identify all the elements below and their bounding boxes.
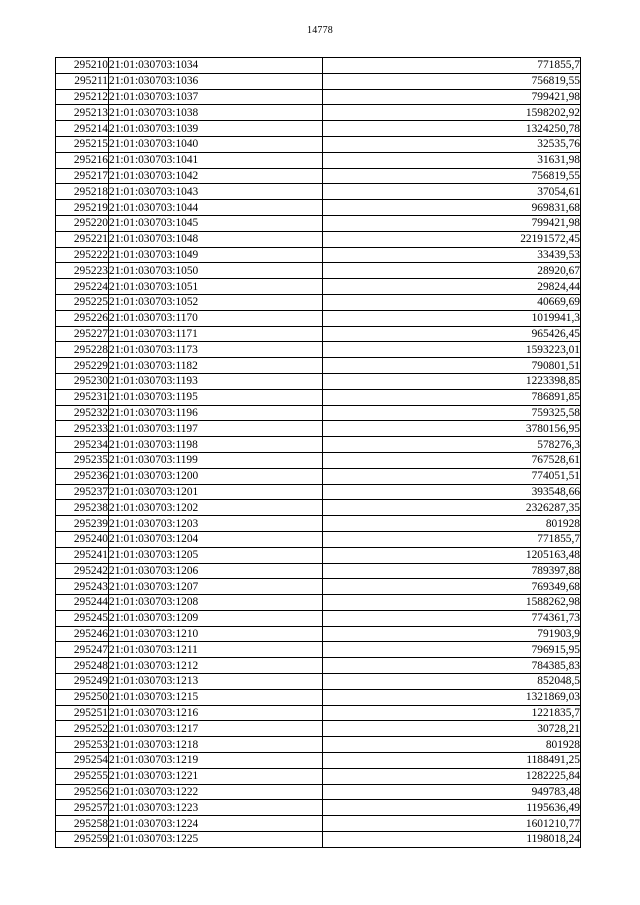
cadastral-value-cell: 32535,76 [323, 136, 581, 152]
row-number-cell: 295230 [56, 373, 109, 389]
table-row [56, 152, 581, 168]
cadastral-number-cell: 21:01:030703:1193 [109, 373, 323, 389]
cadastral-value-cell: 949783,48 [323, 784, 581, 800]
cadastral-number-cell: 21:01:030703:1225 [109, 832, 323, 848]
cadastral-value-cell: 774051,51 [323, 468, 581, 484]
row-number-cell: 295213 [56, 105, 109, 121]
cadastral-number-cell: 21:01:030703:1215 [109, 689, 323, 705]
cadastral-number-cell: 21:01:030703:1039 [109, 121, 323, 137]
cadastral-number-cell: 21:01:030703:1221 [109, 768, 323, 784]
row-number-cell: 295214 [56, 121, 109, 137]
cadastral-number-cell: 21:01:030703:1208 [109, 595, 323, 611]
cadastral-value-cell: 37054,61 [323, 184, 581, 200]
cadastral-number-cell: 21:01:030703:1207 [109, 579, 323, 595]
table-row [56, 263, 581, 279]
row-number-cell: 295222 [56, 247, 109, 263]
cadastral-value-cell: 784385,83 [323, 658, 581, 674]
row-number-cell: 295258 [56, 816, 109, 832]
table-row [56, 784, 581, 800]
row-number-cell: 295216 [56, 152, 109, 168]
cadastral-value-cell: 1598202,92 [323, 105, 581, 121]
cadastral-number-cell: 21:01:030703:1218 [109, 737, 323, 753]
table-row [56, 247, 581, 263]
cadastral-value-cell: 965426,45 [323, 326, 581, 342]
row-number-cell: 295243 [56, 579, 109, 595]
table-row [56, 500, 581, 516]
cadastral-value-cell: 799421,98 [323, 215, 581, 231]
table-row [56, 421, 581, 437]
row-number-cell: 295224 [56, 279, 109, 295]
cadastral-number-cell: 21:01:030703:1038 [109, 105, 323, 121]
cadastral-number-cell: 21:01:030703:1052 [109, 294, 323, 310]
row-number-cell: 295228 [56, 342, 109, 358]
cadastral-number-cell: 21:01:030703:1198 [109, 437, 323, 453]
cadastral-value-cell: 771855,7 [323, 58, 581, 74]
cadastral-value-cell: 1198018,24 [323, 832, 581, 848]
table-row [56, 737, 581, 753]
row-number-cell: 295242 [56, 563, 109, 579]
table-row [56, 200, 581, 216]
cadastral-value-cell: 33439,53 [323, 247, 581, 263]
cadastral-value-cell: 578276,3 [323, 437, 581, 453]
page-number: 14778 [307, 25, 333, 36]
cadastral-value-cell: 393548,66 [323, 484, 581, 500]
table-row [56, 342, 581, 358]
cadastral-number-cell: 21:01:030703:1170 [109, 310, 323, 326]
row-number-cell: 295239 [56, 516, 109, 532]
cadastral-number-cell: 21:01:030703:1173 [109, 342, 323, 358]
row-number-cell: 295240 [56, 531, 109, 547]
table-row [56, 800, 581, 816]
table-row [56, 184, 581, 200]
cadastral-value-cell: 790801,51 [323, 358, 581, 374]
cadastral-value-cell: 1205163,48 [323, 547, 581, 563]
cadastral-value-cell: 1019941,3 [323, 310, 581, 326]
cadastral-number-cell: 21:01:030703:1199 [109, 452, 323, 468]
row-number-cell: 295237 [56, 484, 109, 500]
row-number-cell: 295232 [56, 405, 109, 421]
table-row [56, 168, 581, 184]
cadastral-number-cell: 21:01:030703:1195 [109, 389, 323, 405]
table-row [56, 816, 581, 832]
cadastral-number-cell: 21:01:030703:1182 [109, 358, 323, 374]
cadastral-value-cell: 791903,9 [323, 626, 581, 642]
cadastral-number-cell: 21:01:030703:1205 [109, 547, 323, 563]
cadastral-value-cell: 2326287,35 [323, 500, 581, 516]
cadastral-number-cell: 21:01:030703:1216 [109, 705, 323, 721]
cadastral-value-cell: 31631,98 [323, 152, 581, 168]
cadastral-number-cell: 21:01:030703:1042 [109, 168, 323, 184]
row-number-cell: 295256 [56, 784, 109, 800]
cadastral-number-cell: 21:01:030703:1209 [109, 610, 323, 626]
cadastral-value-cell: 40669,69 [323, 294, 581, 310]
cadastral-value-cell: 774361,73 [323, 610, 581, 626]
table-row [56, 689, 581, 705]
cadastral-number-cell: 21:01:030703:1050 [109, 263, 323, 279]
cadastral-value-cell: 756819,55 [323, 73, 581, 89]
cadastral-value-table [55, 57, 581, 848]
table-row [56, 326, 581, 342]
row-number-cell: 295212 [56, 89, 109, 105]
table-row [56, 484, 581, 500]
cadastral-value-cell: 1321869,03 [323, 689, 581, 705]
table-row [56, 674, 581, 690]
row-number-cell: 295257 [56, 800, 109, 816]
row-number-cell: 295236 [56, 468, 109, 484]
table-row [56, 658, 581, 674]
table-row [56, 215, 581, 231]
table-row [56, 610, 581, 626]
table-row [56, 58, 581, 74]
cadastral-value-cell: 756819,55 [323, 168, 581, 184]
row-number-cell: 295215 [56, 136, 109, 152]
table-row [56, 294, 581, 310]
row-number-cell: 295217 [56, 168, 109, 184]
cadastral-value-cell: 29824,44 [323, 279, 581, 295]
cadastral-number-cell: 21:01:030703:1197 [109, 421, 323, 437]
table-row [56, 768, 581, 784]
row-number-cell: 295219 [56, 200, 109, 216]
cadastral-value-cell: 786891,85 [323, 389, 581, 405]
cadastral-number-cell: 21:01:030703:1203 [109, 516, 323, 532]
cadastral-number-cell: 21:01:030703:1222 [109, 784, 323, 800]
table-row [56, 832, 581, 848]
cadastral-number-cell: 21:01:030703:1048 [109, 231, 323, 247]
cadastral-number-cell: 21:01:030703:1196 [109, 405, 323, 421]
table-row [56, 705, 581, 721]
table-row [56, 531, 581, 547]
table-row [56, 136, 581, 152]
cadastral-value-cell: 30728,21 [323, 721, 581, 737]
cadastral-value-cell: 801928 [323, 737, 581, 753]
cadastral-number-cell: 21:01:030703:1036 [109, 73, 323, 89]
table-row [56, 468, 581, 484]
cadastral-value-cell: 1588262,98 [323, 595, 581, 611]
row-number-cell: 295249 [56, 674, 109, 690]
cadastral-value-cell: 1221835,7 [323, 705, 581, 721]
cadastral-number-cell: 21:01:030703:1037 [109, 89, 323, 105]
cadastral-value-cell: 1282225,84 [323, 768, 581, 784]
row-number-cell: 295210 [56, 58, 109, 74]
cadastral-number-cell: 21:01:030703:1044 [109, 200, 323, 216]
row-number-cell: 295229 [56, 358, 109, 374]
cadastral-value-cell: 1593223,01 [323, 342, 581, 358]
table-row [56, 721, 581, 737]
cadastral-value-cell: 759325,58 [323, 405, 581, 421]
cadastral-number-cell: 21:01:030703:1040 [109, 136, 323, 152]
table-row [56, 516, 581, 532]
row-number-cell: 295253 [56, 737, 109, 753]
row-number-cell: 295231 [56, 389, 109, 405]
row-number-cell: 295220 [56, 215, 109, 231]
cadastral-value-cell: 789397,88 [323, 563, 581, 579]
cadastral-value-cell: 1601210,77 [323, 816, 581, 832]
row-number-cell: 295248 [56, 658, 109, 674]
row-number-cell: 295247 [56, 642, 109, 658]
row-number-cell: 295227 [56, 326, 109, 342]
table-row [56, 753, 581, 769]
table-row [56, 121, 581, 137]
table-body [56, 58, 581, 848]
cadastral-number-cell: 21:01:030703:1201 [109, 484, 323, 500]
row-number-cell: 295218 [56, 184, 109, 200]
cadastral-number-cell: 21:01:030703:1224 [109, 816, 323, 832]
cadastral-number-cell: 21:01:030703:1206 [109, 563, 323, 579]
table-row [56, 358, 581, 374]
table-row [56, 452, 581, 468]
cadastral-value-cell: 799421,98 [323, 89, 581, 105]
cadastral-value-cell: 22191572,45 [323, 231, 581, 247]
row-number-cell: 295245 [56, 610, 109, 626]
cadastral-number-cell: 21:01:030703:1211 [109, 642, 323, 658]
row-number-cell: 295226 [56, 310, 109, 326]
cadastral-number-cell: 21:01:030703:1210 [109, 626, 323, 642]
table-row [56, 595, 581, 611]
row-number-cell: 295235 [56, 452, 109, 468]
cadastral-number-cell: 21:01:030703:1041 [109, 152, 323, 168]
cadastral-number-cell: 21:01:030703:1219 [109, 753, 323, 769]
row-number-cell: 295254 [56, 753, 109, 769]
row-number-cell: 295246 [56, 626, 109, 642]
row-number-cell: 295221 [56, 231, 109, 247]
table-row [56, 563, 581, 579]
row-number-cell: 295244 [56, 595, 109, 611]
cadastral-value-cell: 769349,68 [323, 579, 581, 595]
table-row [56, 547, 581, 563]
cadastral-number-cell: 21:01:030703:1202 [109, 500, 323, 516]
cadastral-value-cell: 28920,67 [323, 263, 581, 279]
row-number-cell: 295223 [56, 263, 109, 279]
row-number-cell: 295211 [56, 73, 109, 89]
cadastral-number-cell: 21:01:030703:1045 [109, 215, 323, 231]
cadastral-number-cell: 21:01:030703:1171 [109, 326, 323, 342]
row-number-cell: 295234 [56, 437, 109, 453]
table-row [56, 279, 581, 295]
cadastral-number-cell: 21:01:030703:1212 [109, 658, 323, 674]
cadastral-value-cell: 1195636,49 [323, 800, 581, 816]
cadastral-number-cell: 21:01:030703:1223 [109, 800, 323, 816]
row-number-cell: 295251 [56, 705, 109, 721]
table-row [56, 310, 581, 326]
cadastral-value-cell: 969831,68 [323, 200, 581, 216]
table-row [56, 105, 581, 121]
cadastral-value-cell: 1324250,78 [323, 121, 581, 137]
table-row [56, 89, 581, 105]
cadastral-number-cell: 21:01:030703:1051 [109, 279, 323, 295]
cadastral-value-cell: 796915,95 [323, 642, 581, 658]
cadastral-number-cell: 21:01:030703:1043 [109, 184, 323, 200]
cadastral-number-cell: 21:01:030703:1213 [109, 674, 323, 690]
row-number-cell: 295238 [56, 500, 109, 516]
table-row [56, 231, 581, 247]
cadastral-number-cell: 21:01:030703:1034 [109, 58, 323, 74]
cadastral-number-cell: 21:01:030703:1049 [109, 247, 323, 263]
table-row [56, 389, 581, 405]
cadastral-value-cell: 3780156,95 [323, 421, 581, 437]
row-number-cell: 295233 [56, 421, 109, 437]
cadastral-value-cell: 1223398,85 [323, 373, 581, 389]
cadastral-value-cell: 801928 [323, 516, 581, 532]
cadastral-value-cell: 767528,61 [323, 452, 581, 468]
table-row [56, 373, 581, 389]
cadastral-value-cell: 852048,5 [323, 674, 581, 690]
cadastral-number-cell: 21:01:030703:1217 [109, 721, 323, 737]
row-number-cell: 295241 [56, 547, 109, 563]
cadastral-number-cell: 21:01:030703:1204 [109, 531, 323, 547]
table-row [56, 73, 581, 89]
table-row [56, 642, 581, 658]
row-number-cell: 295250 [56, 689, 109, 705]
table-row [56, 626, 581, 642]
row-number-cell: 295255 [56, 768, 109, 784]
cadastral-number-cell: 21:01:030703:1200 [109, 468, 323, 484]
row-number-cell: 295225 [56, 294, 109, 310]
row-number-cell: 295259 [56, 832, 109, 848]
table-row [56, 437, 581, 453]
table-row [56, 579, 581, 595]
row-number-cell: 295252 [56, 721, 109, 737]
cadastral-value-cell: 771855,7 [323, 531, 581, 547]
cadastral-value-cell: 1188491,25 [323, 753, 581, 769]
table-row [56, 405, 581, 421]
